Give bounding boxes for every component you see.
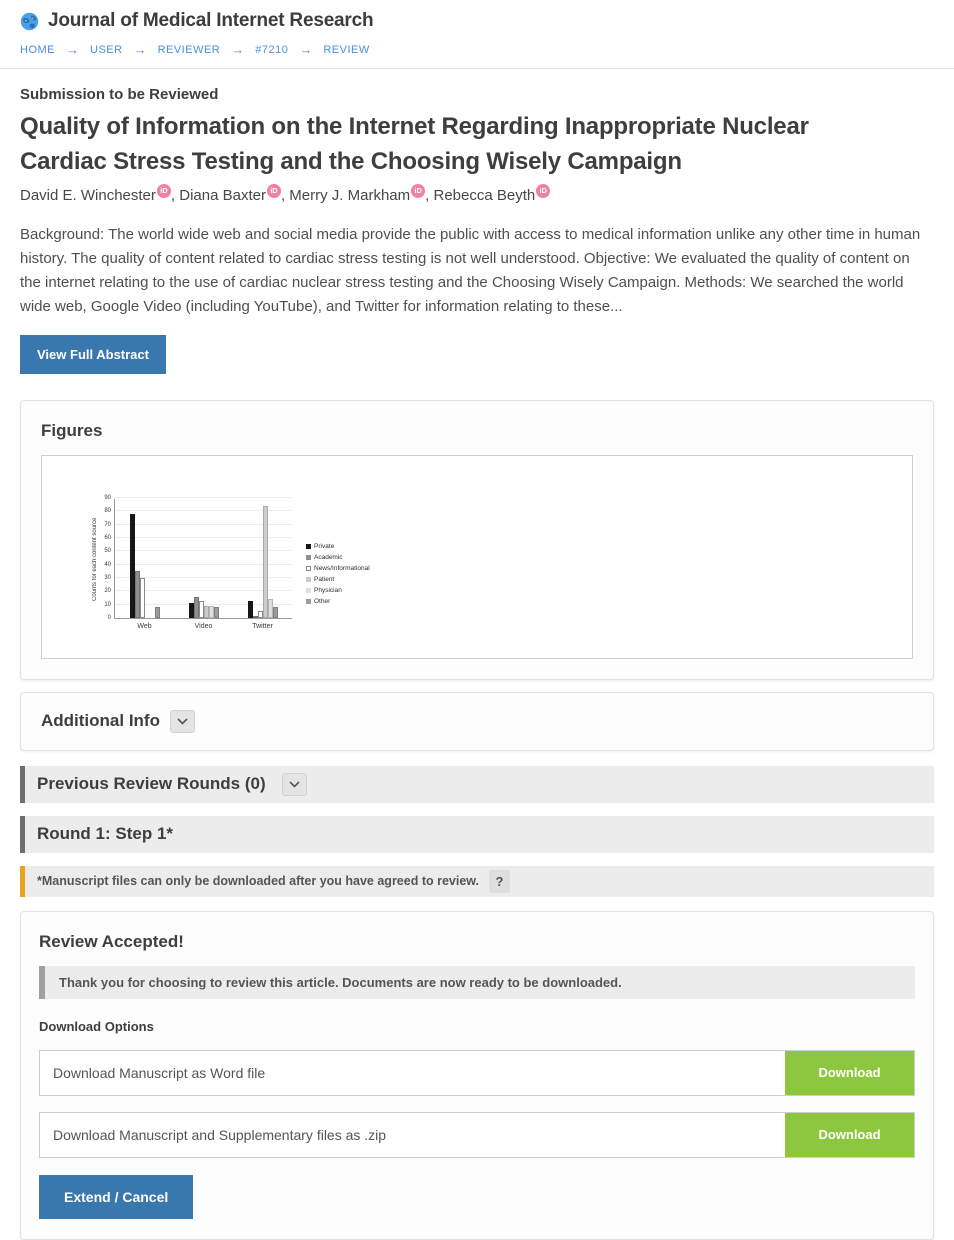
breadcrumb xyxy=(20,36,934,67)
download-row-label: Download Manuscript and Supplementary files as .zip xyxy=(53,1126,387,1143)
breadcrumb-arrow-icon: → xyxy=(299,42,313,57)
help-button[interactable]: ? xyxy=(489,870,510,893)
chart-y-tick: 90 xyxy=(104,495,111,502)
chart-legend-item xyxy=(306,585,370,596)
additional-info-heading: Additional Info xyxy=(41,711,160,731)
chart-gridline xyxy=(115,497,292,498)
download-row-label: Download Manuscript as Word file xyxy=(53,1064,266,1081)
orcid-icon[interactable]: iD xyxy=(411,184,425,198)
view-full-abstract-button[interactable]: View Full Abstract xyxy=(20,335,166,374)
chart-y-axis-label: Counts for each content source xyxy=(92,517,98,601)
chart-y-tick: 50 xyxy=(104,548,111,555)
legend-swatch-icon xyxy=(306,566,311,571)
chart-bar xyxy=(155,607,160,618)
legend-label: Physician xyxy=(314,587,342,595)
chart-category-label: Video xyxy=(194,623,213,631)
review-accepted-panel xyxy=(20,911,934,1240)
breadcrumb-arrow-icon: → xyxy=(231,42,245,57)
legend-swatch-icon xyxy=(306,599,311,604)
author-separator: , xyxy=(425,186,434,204)
chevron-down-icon xyxy=(289,781,300,788)
legend-swatch-icon xyxy=(306,577,311,582)
chart-category-label: Twitter xyxy=(252,623,273,631)
submission-summary xyxy=(20,86,934,374)
breadcrumb-link-reviewer[interactable]: REVIEWER xyxy=(157,43,221,56)
chart-bar-group xyxy=(248,506,278,631)
legend-swatch-icon xyxy=(306,555,311,560)
chart-y-tick: 70 xyxy=(104,521,111,528)
chart-legend-item xyxy=(306,574,370,585)
additional-info-expand-button[interactable] xyxy=(170,710,195,733)
chart-y-tick: 40 xyxy=(104,561,111,568)
chart-legend-item xyxy=(306,552,370,563)
chart-y-tick: 20 xyxy=(104,588,111,595)
review-accepted-heading: Review Accepted! xyxy=(39,931,184,951)
breadcrumb-link-home[interactable]: HOME xyxy=(20,43,55,56)
download-row-word xyxy=(39,1050,915,1096)
author-name: Diana Baxter xyxy=(179,186,266,204)
review-accepted-message: Thank you for choosing to review this article. Documents are now ready to be downloaded. xyxy=(39,966,915,999)
additional-info-header xyxy=(41,710,913,733)
figure-chart xyxy=(92,494,370,631)
breadcrumb-arrow-icon: → xyxy=(66,42,79,57)
chart-legend-item xyxy=(306,596,370,607)
previous-review-rounds-heading: Previous Review Rounds (0) xyxy=(37,774,266,794)
chevron-down-icon xyxy=(177,718,188,725)
chart-y-tick: 0 xyxy=(107,615,111,622)
site-header xyxy=(20,8,934,36)
round1-step1-heading: Round 1: Step 1* xyxy=(37,824,174,844)
breadcrumb-link-7210[interactable]: #7210 xyxy=(255,43,289,56)
chart-legend-item xyxy=(306,541,370,552)
manuscript-note-bar xyxy=(20,866,934,897)
author-separator: , xyxy=(280,186,290,204)
legend-label: Other xyxy=(314,598,331,606)
download-row-zip xyxy=(39,1112,915,1158)
additional-info-panel xyxy=(20,692,934,751)
article-title: Quality of Information on the Internet Regarding Inappropriate Nuclear Cardiac Stress Testing and the Choosing Wisely Campaign xyxy=(20,113,809,175)
figures-panel xyxy=(20,400,934,680)
author-name: Rebecca Beyth xyxy=(433,186,536,204)
chart-bar xyxy=(140,578,145,618)
author-name: David E. Winchester xyxy=(20,186,156,204)
legend-swatch-icon xyxy=(306,588,311,593)
breadcrumb-link-review[interactable]: REVIEW xyxy=(323,43,370,56)
legend-swatch-icon xyxy=(306,544,311,549)
chart-bar xyxy=(273,607,278,618)
breadcrumb-arrow-icon: → xyxy=(133,42,147,57)
chart-bar xyxy=(214,607,219,618)
orcid-icon[interactable]: iD xyxy=(267,184,281,198)
download-options-label: Download Options xyxy=(39,1018,154,1034)
chart-y-tick: 10 xyxy=(104,601,111,608)
globe-icon xyxy=(20,12,39,31)
figure-thumbnail[interactable] xyxy=(41,455,913,659)
manuscript-note-text: *Manuscript files can only be downloaded after you have agreed to review. xyxy=(37,874,480,889)
author-separator: , xyxy=(170,186,180,204)
legend-label: News/Informational xyxy=(314,565,370,573)
legend-label: Academic xyxy=(314,554,343,562)
round1-step1-bar xyxy=(20,816,934,853)
download-word-button[interactable]: Download xyxy=(785,1051,914,1095)
chart-category-label: Web xyxy=(137,623,152,631)
previous-review-rounds-expand-button[interactable] xyxy=(282,773,307,796)
download-zip-button[interactable]: Download xyxy=(785,1113,914,1157)
orcid-icon[interactable]: iD xyxy=(536,184,550,198)
figures-heading: Figures xyxy=(41,420,103,440)
chart-bar-group xyxy=(130,514,160,631)
chart-legend-item xyxy=(306,563,370,574)
breadcrumb-link-user[interactable]: USER xyxy=(90,43,123,56)
extend-cancel-button[interactable]: Extend / Cancel xyxy=(39,1175,193,1219)
orcid-icon[interactable]: iD xyxy=(157,184,171,198)
header-divider xyxy=(0,68,954,69)
chart-y-tick: 60 xyxy=(104,535,111,542)
abstract-excerpt: Background: The world wide web and social media provide the public with access to medical information unlike any other time in human history. The quality of content related to cardiac stress testing is not well understood. Objective: We evaluated the quality of content on the internet relating to the use of cardiac nuclear stress testing and the Choosing Wisely Campaign. Methods: We searched the world wide web, Google Video (including YouTube), and Twitter for information relating to these... xyxy=(20,225,921,315)
authors-line xyxy=(20,187,934,204)
chart-y-tick: 80 xyxy=(104,508,111,515)
legend-label: Patient xyxy=(314,576,335,584)
previous-review-rounds-bar xyxy=(20,766,934,803)
site-title: Journal of Medical Internet Research xyxy=(48,10,374,31)
chart-legend xyxy=(306,541,370,607)
chart-y-tick: 30 xyxy=(104,575,111,582)
chart-plot xyxy=(104,495,292,631)
submission-section-label: Submission to be Reviewed xyxy=(20,86,219,103)
chart-bar-group xyxy=(189,597,219,631)
legend-label: Private xyxy=(314,543,335,551)
author-name: Merry J. Markham xyxy=(289,186,411,204)
